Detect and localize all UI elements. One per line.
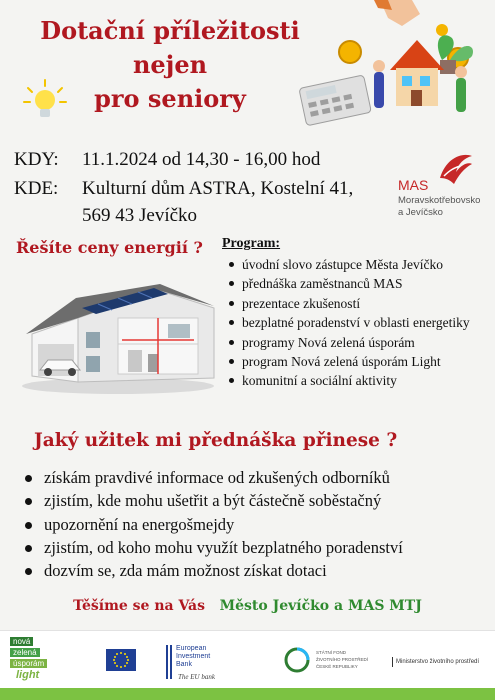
when-label: KDY:: [14, 149, 59, 170]
list-item: úvodní slovo zástupce Města Jevíčko: [226, 255, 488, 274]
sfzp-logo-icon: [284, 647, 310, 673]
list-item: přednáška zaměstnanců MAS: [226, 274, 488, 293]
energy-house-illustration: [18, 278, 218, 396]
list-item: získám pravdivé informace od zkušených odborníků: [22, 466, 487, 489]
sfzp-line-3: ČESKÉ REPUBLIKY: [316, 664, 358, 669]
list-item: zjistím, kde mohu ušetřit a být částečně soběstačný: [22, 489, 487, 512]
list-item: komunitní a sociální aktivity: [226, 371, 488, 390]
title-line-1: Dotační příležitosti: [40, 16, 300, 45]
eib-word-1: European: [176, 645, 207, 652]
nzu-word-3: úsporám: [10, 659, 47, 668]
list-item: dozvím se, zda mám možnost získat dotaci: [22, 559, 487, 582]
eib-logo: [166, 645, 256, 689]
energy-question: Řešíte ceny energií ?: [16, 238, 203, 257]
eib-bar-2: [170, 645, 172, 679]
sfzp-line-1: STÁTNÍ FOND: [316, 650, 346, 655]
nzu-light-logo: [10, 637, 70, 687]
nzu-word-2: zelená: [10, 648, 40, 657]
mas-name-line-1: Moravskotřebovsko: [398, 195, 481, 206]
where-line-1: Kulturní dům ASTRA, Kostelní 41,: [82, 178, 354, 199]
benefits-list: [22, 466, 487, 582]
bird-logo-icon: [436, 150, 476, 190]
nzu-word-4: light: [16, 669, 40, 681]
title-line-3: pro seniory: [94, 84, 246, 113]
eu-flag-icon: [106, 649, 136, 671]
eib-tagline: The EU bank: [178, 673, 215, 681]
light-bulb-icon: [22, 78, 68, 124]
mas-abbr: MAS: [398, 177, 429, 193]
benefits-heading: Jaký užitek mi přednáška přinese ?: [34, 430, 398, 451]
closing-greeting: Těšíme se na Vás: [73, 598, 205, 614]
list-item: programy Nová zelená úsporám: [226, 333, 488, 352]
list-item: program Nová zelená úsporám Light: [226, 352, 488, 371]
closing-organizers: Město Jevíčko a MAS MTJ: [219, 598, 422, 614]
sfzp-line-2: ŽIVOTNÍHO PROSTŘEDÍ: [316, 657, 369, 662]
list-item: bezplatné poradenství v oblasti energetiky: [226, 313, 488, 332]
list-item: prezentace zkušeností: [226, 294, 488, 313]
where-label: KDE:: [14, 178, 59, 199]
list-item: zjistím, od koho mohu využít bezplatného poradenství: [22, 536, 487, 559]
program-list: [226, 255, 488, 391]
mzp-text: Ministerstvo životního prostředí: [396, 659, 480, 665]
when-value: 11.1.2024 od 14,30 - 16,00 hod: [82, 149, 321, 170]
list-item: upozornění na energošmejdy: [22, 513, 487, 536]
closing-line: [0, 598, 495, 614]
title-line-2: nejen: [132, 50, 208, 79]
eib-bar-1: [166, 645, 168, 679]
footer-green-bar: [0, 688, 495, 700]
eib-word-3: Bank: [176, 661, 192, 668]
nzu-word-1: nová: [10, 637, 33, 646]
mzp-divider: [392, 657, 393, 667]
mas-logo: [398, 150, 490, 220]
savings-house-illustration: [292, 0, 495, 128]
sfzp-text: [316, 649, 368, 670]
mas-name-line-2: a Jevíčsko: [398, 207, 443, 218]
where-line-2: 569 43 Jevíčko: [82, 205, 198, 226]
program-heading: Program:: [222, 236, 281, 251]
eib-word-2: Investment: [176, 653, 211, 660]
